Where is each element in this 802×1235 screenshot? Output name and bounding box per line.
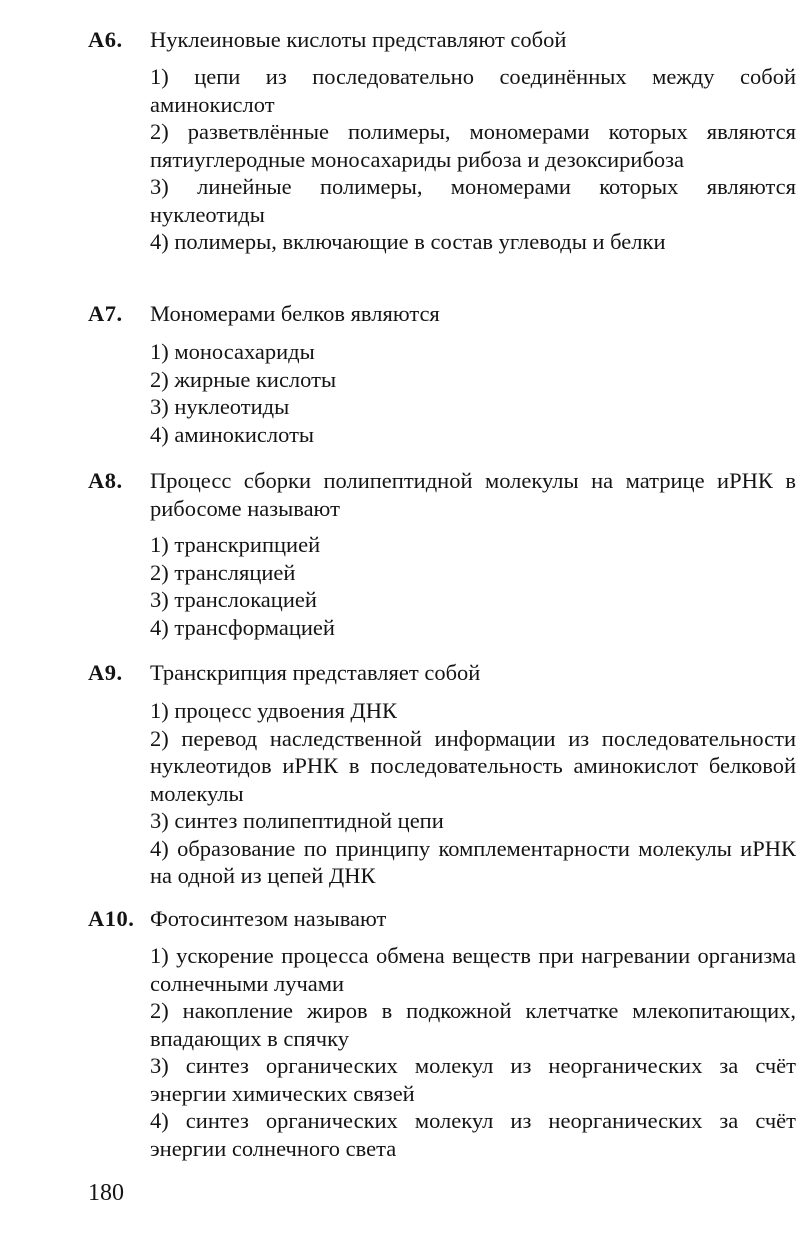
- answer-list: [150, 63, 796, 256]
- question-text: Мономерами белков являются: [150, 301, 440, 326]
- answer-option: 3) линейные полимеры, мономерами которых являются нуклеотиды: [150, 174, 796, 227]
- answer-option: 2) накопление жиров в подкожной клетчатке млекопитающих, впадающих в спячку: [150, 998, 796, 1051]
- question-number: А9.: [88, 660, 123, 685]
- question-number: А10.: [88, 906, 135, 931]
- answer-list: [150, 697, 796, 890]
- answer-list: [150, 531, 796, 641]
- answer-option: 2) перевод наследственной информации из последовательности нуклеотидов иРНК в последовательность аминокислот белковой молекулы: [150, 725, 796, 806]
- page-number: 180: [88, 1180, 124, 1206]
- answer-option: 4) образование по принципу комплементарности молекулы иРНК на одной из цепей ДНК: [150, 835, 796, 888]
- answer-option: 2) жирные кислоты: [150, 366, 337, 392]
- answer-option: 3) синтез полипептидной цепи: [150, 808, 444, 833]
- answer-option: 4) аминокислоты: [150, 421, 315, 447]
- answer-option: 1) цепи из последовательно соединённых между собой аминокислот: [150, 64, 796, 117]
- answer-option: 3) нуклеотиды: [150, 394, 290, 419]
- question-number: А8.: [88, 468, 123, 493]
- question-number: А7.: [88, 301, 123, 326]
- answer-option: 4) полимеры, включающие в состав углеводы и белки: [150, 229, 666, 254]
- answer-option: 4) синтез органических молекул из неорганических за счёт энергии солнечного света: [150, 1108, 796, 1161]
- question-text: Фотосинтезом называют: [150, 906, 387, 931]
- question-text: Нуклеиновые кислоты представляют собой: [150, 27, 567, 52]
- answer-option: 1) моносахариды: [150, 339, 315, 364]
- answer-option: 3) синтез органических молекул из неорганических за счёт энергии химических связей: [150, 1053, 796, 1106]
- answer-option: 4) трансформацией: [150, 614, 335, 640]
- question-text: Процесс сборки полипептидной молекулы на матрице иРНК в рибосоме называют: [150, 468, 796, 521]
- answer-option: 2) разветвлённые полимеры, мономерами которых являются пятиуглеродные моносахариды рибоза и дезоксирибоза: [150, 119, 796, 172]
- question-text: Транскрипция представляет собой: [150, 660, 481, 685]
- answer-list: [150, 338, 796, 448]
- answer-option: 1) ускорение процесса обмена веществ при нагревании организма солнечными лучами: [150, 943, 796, 996]
- answer-list: [150, 942, 796, 1162]
- answer-option: 1) процесс удвоения ДНК: [150, 698, 398, 723]
- question-number: А6.: [88, 27, 123, 52]
- answer-option: 1) транскрипцией: [150, 532, 321, 557]
- answer-option: 3) транслокацией: [150, 587, 317, 612]
- answer-option: 2) трансляцией: [150, 559, 296, 585]
